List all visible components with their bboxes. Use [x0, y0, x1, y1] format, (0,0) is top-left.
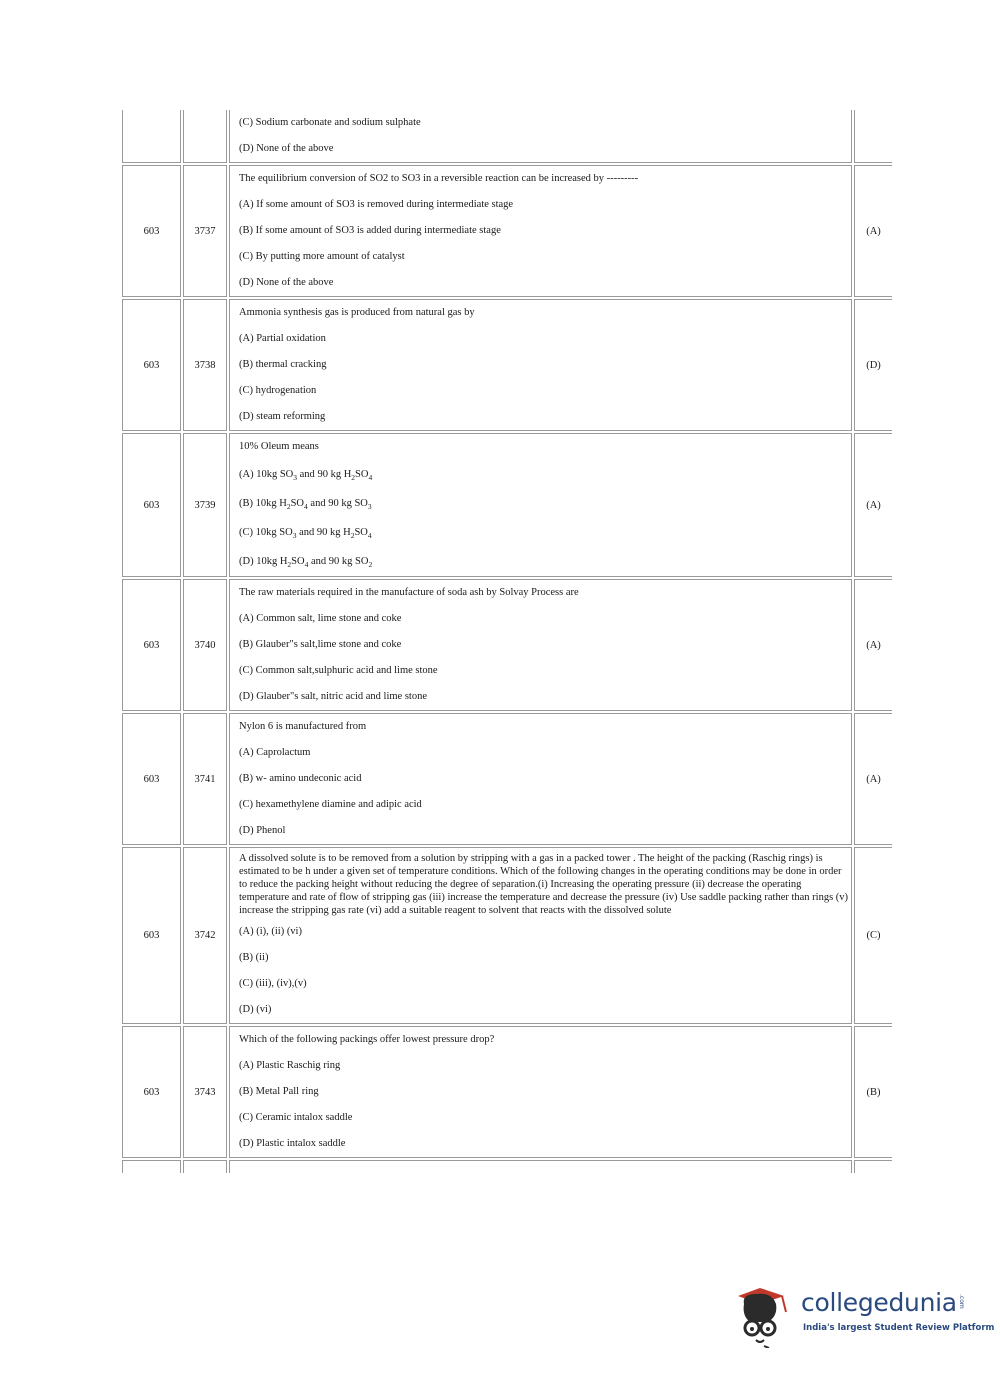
- option-text: (D) None of the above: [239, 143, 334, 154]
- cell-question: [229, 299, 852, 431]
- cell-question: [229, 713, 852, 845]
- cell-col1: 603: [122, 299, 181, 431]
- question-text: Nylon 6 is manufactured from: [239, 721, 367, 732]
- question-text: A dissolved solute is to be removed from a solution by stripping with a gas in a packed tower . The height of the packing (Raschig rings) is estimated to be h under a given set of temperature conditions. Which of the following changes in the operating conditions may be done in order to reduce the packing height without reducing the degree of separation.(i) Increasing the operating pressure (ii) decrease the operating temperature and rate of flow of stripping gas (iii) increase the temperature and decrease the pressure (iv) Use saddle packing rather than rings (v) increase the stripping gas rate (vi) add a suitable reagent to solvent that reacts with the dissolved solute: [239, 853, 849, 916]
- option-text: (B) (ii): [239, 952, 269, 963]
- option-text: (D) Glauber"s salt, nitric acid and lime stone: [239, 691, 427, 702]
- option-text: (C) (iii), (iv),(v): [239, 978, 307, 989]
- option-text: (B) Glauber"s salt,lime stone and coke: [239, 639, 402, 650]
- cell-answer: [854, 110, 892, 163]
- table-row: [122, 579, 892, 711]
- option-text: (C) hydrogenation: [239, 385, 317, 396]
- option-text: (C) Common salt,sulphuric acid and lime stone: [239, 665, 438, 676]
- cell-col1: 603: [122, 1026, 181, 1158]
- cell-question: [229, 110, 852, 163]
- option-text: (B) 10kg $H_2SO_4$ and 90 kg $SO_3$: [239, 498, 372, 512]
- question-table: [120, 108, 894, 1175]
- option-text: (A) If some amount of SO3 is removed during intermediate stage: [239, 199, 514, 210]
- table-row: [122, 847, 892, 1024]
- cell-answer: (D): [854, 299, 892, 431]
- cell-question: [229, 579, 852, 711]
- cell-question: [229, 1160, 852, 1173]
- cell-question-number: 3738: [183, 299, 227, 431]
- cell-question-number: 3741: [183, 713, 227, 845]
- table-row: [122, 299, 892, 431]
- option-text: (C) hexamethylene diamine and adipic acid: [239, 799, 422, 810]
- option-text: (B) If some amount of SO3 is added during intermediate stage: [239, 225, 501, 236]
- option-text: (B) Metal Pall ring: [239, 1086, 319, 1097]
- option-text: (D) None of the above: [239, 277, 334, 288]
- question-text: Which of the following packings offer lowest pressure drop?: [239, 1034, 495, 1045]
- cell-question: [229, 847, 852, 1024]
- cell-col1: 603: [122, 579, 181, 711]
- option-text: (D) Phenol: [239, 825, 286, 836]
- collegedunia-logo: [738, 1280, 995, 1352]
- question-text: The equilibrium conversion of SO2 to SO3 in a reversible reaction can be increased by ---------: [239, 173, 639, 184]
- table-row: [122, 433, 892, 577]
- cell-col1: [122, 110, 181, 163]
- option-text: (D) steam reforming: [239, 411, 326, 422]
- cell-answer: (A): [854, 579, 892, 711]
- graduate-cap-icon: [738, 1282, 800, 1348]
- option-text: (C) 10kg $SO_3$ and 90 kg $H_2SO_4$: [239, 527, 372, 541]
- option-text: (B) w- amino undeconic acid: [239, 773, 362, 784]
- cell-question-number: 3742: [183, 847, 227, 1024]
- table-row-continued: [122, 110, 892, 163]
- cell-col1: [122, 1160, 181, 1173]
- option-text: (A) 10kg $SO_3$ and 90 kg $H_2SO_4$: [239, 469, 373, 483]
- option-text: (A) Partial oxidation: [239, 333, 326, 344]
- cell-question-number: 3737: [183, 165, 227, 297]
- cell-col2: [183, 1160, 227, 1173]
- cell-answer: (B): [854, 1026, 892, 1158]
- logo-tagline: India's largest Student Review Platform: [803, 1323, 995, 1333]
- option-text: (A) Plastic Raschig ring: [239, 1060, 341, 1071]
- cell-answer: [854, 1160, 892, 1173]
- cell-col2: [183, 110, 227, 163]
- option-text: (D) (vi): [239, 1004, 272, 1015]
- option-text: (C) Ceramic intalox saddle: [239, 1112, 353, 1123]
- question-text: 10% Oleum means: [239, 441, 319, 452]
- cell-col1: 603: [122, 165, 181, 297]
- logo-domain-suffix: .com: [958, 1294, 965, 1309]
- option-text: (A) (i), (ii) (vi): [239, 926, 302, 937]
- cell-col1: 603: [122, 433, 181, 577]
- cell-answer: (A): [854, 713, 892, 845]
- option-text: (C) By putting more amount of catalyst: [239, 251, 405, 262]
- option-text: (D) Plastic intalox saddle: [239, 1138, 346, 1149]
- cell-answer: (A): [854, 433, 892, 577]
- cell-answer: (C): [854, 847, 892, 1024]
- cell-col1: 603: [122, 847, 181, 1024]
- question-table-container: [122, 110, 888, 1173]
- table-row: [122, 1026, 892, 1158]
- cell-answer: (A): [854, 165, 892, 297]
- logo-wordmark: collegedunia: [801, 1288, 957, 1317]
- option-text: (A) Caprolactum: [239, 747, 311, 758]
- question-text: Ammonia synthesis gas is produced from natural gas by: [239, 307, 475, 318]
- cell-question-number: 3739: [183, 433, 227, 577]
- cell-col1: 603: [122, 713, 181, 845]
- table-row-tail: [122, 1160, 892, 1173]
- table-row: [122, 713, 892, 845]
- option-text: (D) 10kg $H_2SO_4$ and 90 kg $SO_2$: [239, 556, 373, 570]
- question-text: The raw materials required in the manufacture of soda ash by Solvay Process are: [239, 587, 579, 598]
- cell-question: [229, 1026, 852, 1158]
- option-text: (C) Sodium carbonate and sodium sulphate: [239, 117, 421, 128]
- cell-question: [229, 433, 852, 577]
- cell-question-number: 3740: [183, 579, 227, 711]
- cell-question: [229, 165, 852, 297]
- cell-question-number: 3743: [183, 1026, 227, 1158]
- table-row: [122, 165, 892, 297]
- option-text: (A) Common salt, lime stone and coke: [239, 613, 402, 624]
- option-text: (B) thermal cracking: [239, 359, 327, 370]
